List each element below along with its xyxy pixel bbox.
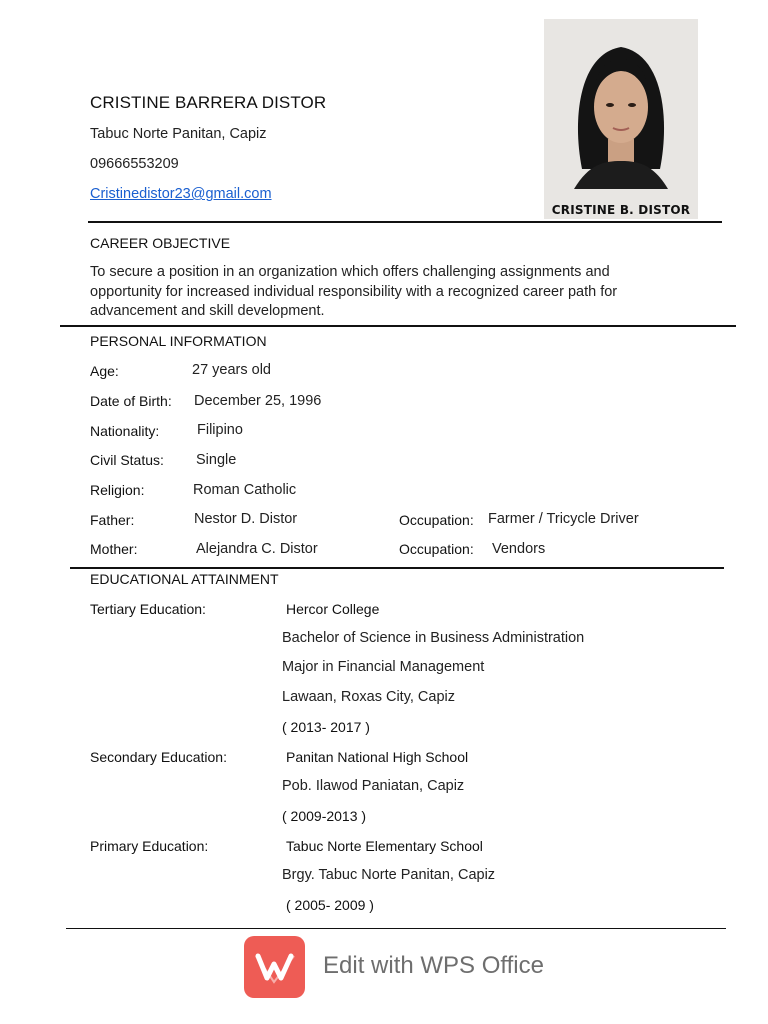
mother-occupation-value: Vendors <box>492 541 546 557</box>
civil-status-value: Single <box>196 452 237 468</box>
age-label: Age: <box>90 363 119 379</box>
tertiary-label: Tertiary Education: <box>90 601 206 617</box>
mother-label: Mother: <box>90 541 138 557</box>
father-label: Father: <box>90 512 135 528</box>
divider <box>88 221 722 223</box>
objective-line: opportunity for increased individual responsibility with a recognized career path for <box>90 284 618 300</box>
father-occupation-label: Occupation: <box>399 512 474 528</box>
tertiary-major: Major in Financial Management <box>282 659 485 675</box>
tertiary-degree: Bachelor of Science in Business Administration <box>282 630 585 646</box>
divider <box>60 325 736 327</box>
religion-value: Roman Catholic <box>193 482 297 498</box>
divider <box>70 567 724 569</box>
tertiary-place: Lawaan, Roxas City, Capiz <box>282 689 456 705</box>
nationality-value: Filipino <box>197 422 243 438</box>
religion-label: Religion: <box>90 482 145 498</box>
mother-occupation-label: Occupation: <box>399 541 474 557</box>
secondary-years: ( 2009-2013 ) <box>282 808 367 824</box>
dob-value: December 25, 1996 <box>194 393 322 409</box>
personal-info-heading: PERSONAL INFORMATION <box>90 333 267 349</box>
address: Tabuc Norte Panitan, Capiz <box>90 126 267 142</box>
tertiary-years: ( 2013- 2017 ) <box>282 719 370 735</box>
civil-status-label: Civil Status: <box>90 452 164 468</box>
father-occupation-value: Farmer / Tricycle Driver <box>488 511 639 527</box>
wps-watermark-text[interactable]: Edit with WPS Office <box>323 952 544 979</box>
email-link[interactable]: Cristinedistor23@gmail.com <box>90 186 272 202</box>
education-heading: EDUCATIONAL ATTAINMENT <box>90 571 279 587</box>
mother-value: Alejandra C. Distor <box>196 541 318 557</box>
dob-label: Date of Birth: <box>90 393 172 409</box>
divider <box>66 928 726 929</box>
father-value: Nestor D. Distor <box>194 511 298 527</box>
primary-school: Tabuc Norte Elementary School <box>286 838 483 854</box>
wps-logo[interactable] <box>244 936 305 998</box>
portrait-image <box>544 19 698 219</box>
phone: 09666553209 <box>90 156 179 172</box>
primary-label: Primary Education: <box>90 838 209 854</box>
tertiary-school: Hercor College <box>286 601 380 617</box>
photo-signature: CRISTINE B. DISTOR <box>551 203 691 217</box>
secondary-place: Pob. Ilawod Paniatan, Capiz <box>282 778 465 794</box>
wps-w-icon <box>244 936 305 998</box>
primary-years: ( 2005- 2009 ) <box>286 897 374 913</box>
profile-photo <box>544 19 698 219</box>
secondary-school: Panitan National High School <box>286 749 469 765</box>
career-objective-heading: CAREER OBJECTIVE <box>90 235 231 251</box>
nationality-label: Nationality: <box>90 423 160 439</box>
secondary-label: Secondary Education: <box>90 749 227 765</box>
objective-line: To secure a position in an organization which offers challenging assignments and <box>90 264 610 280</box>
objective-line: advancement and skill development. <box>90 303 325 319</box>
primary-place: Brgy. Tabuc Norte Panitan, Capiz <box>282 867 496 883</box>
applicant-name: CRISTINE BARRERA DISTOR <box>90 93 327 112</box>
age-value: 27 years old <box>192 362 271 378</box>
